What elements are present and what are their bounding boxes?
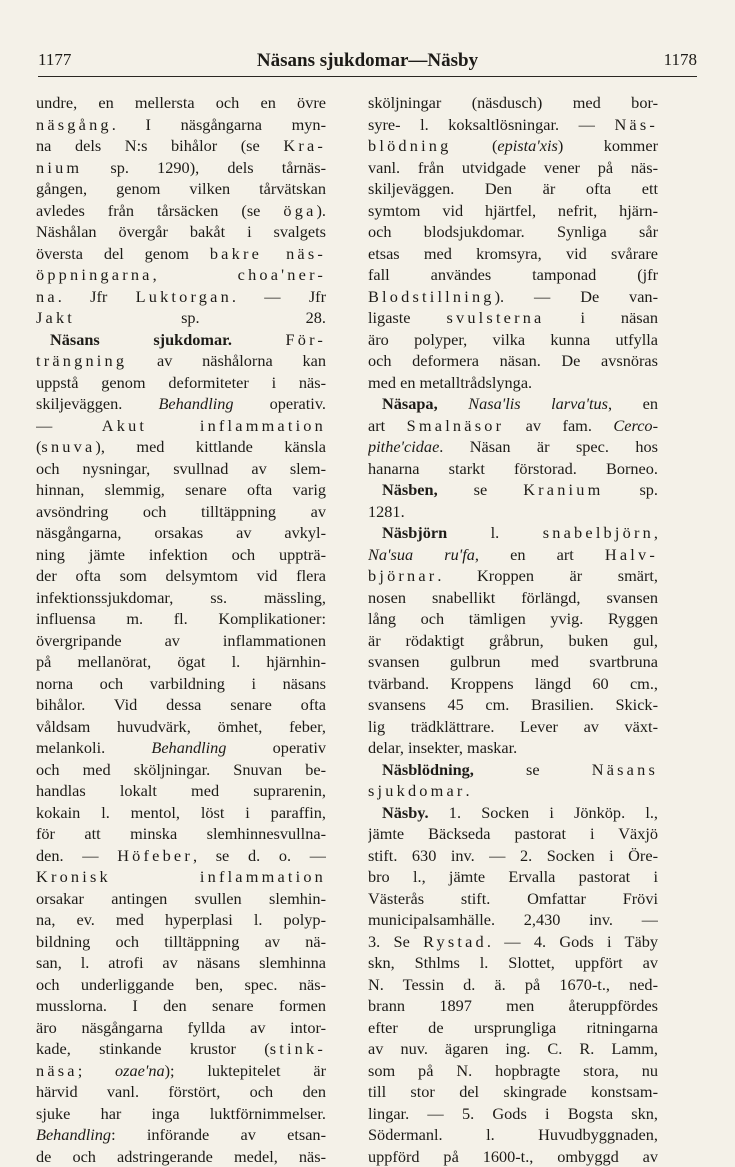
text-run: ning jämte infektion och uppträ- bbox=[36, 545, 326, 564]
text-line bbox=[36, 329, 326, 351]
text-line bbox=[36, 1038, 326, 1060]
text-run: den. — bbox=[36, 846, 117, 865]
text-run: hinnan, slemmig, senare ofta varig bbox=[36, 480, 326, 499]
text-line bbox=[368, 1038, 658, 1060]
text-line bbox=[368, 737, 658, 759]
italic-term: Nasa'lis larva'tus bbox=[468, 394, 608, 413]
text-line bbox=[368, 307, 658, 329]
text-line bbox=[36, 866, 326, 888]
text-run: se bbox=[438, 480, 524, 499]
text-line bbox=[36, 307, 326, 329]
text-line bbox=[36, 888, 326, 910]
text-line bbox=[368, 135, 658, 157]
spaced-reference: trängning bbox=[36, 351, 127, 370]
text-run: bildning och tilltäppning av nä- bbox=[36, 932, 326, 951]
text-line bbox=[368, 694, 658, 716]
text-run: är rödaktigt gråbrun, buken gul, bbox=[368, 631, 658, 650]
text-run: kade, stinkande krustor ( bbox=[36, 1039, 270, 1058]
spaced-reference: Luktorgan bbox=[136, 287, 232, 306]
text-run: nosen snabellikt förlängd, svansen bbox=[368, 588, 658, 607]
text-run: , bbox=[153, 265, 238, 284]
text-line bbox=[36, 479, 326, 501]
text-run: efter de ursprungliga ritningarna bbox=[368, 1018, 658, 1037]
text-line bbox=[368, 114, 658, 136]
text-run: Västerås stift. Omfattar Frövi bbox=[368, 889, 658, 908]
text-run: och nysningar, svullnad av slem- bbox=[36, 459, 326, 478]
italic-term: Behandling bbox=[36, 1125, 111, 1144]
text-line bbox=[36, 780, 326, 802]
text-run: översta del genom bbox=[36, 244, 210, 263]
text-run: bro l., jämte Ervalla pastorat i bbox=[368, 867, 658, 886]
text-run: till stor del skingrade konstsam- bbox=[368, 1082, 658, 1101]
spaced-reference: näsgång bbox=[36, 115, 112, 134]
text-run: orsakar antingen svullen slemhin- bbox=[36, 889, 326, 908]
text-line bbox=[368, 264, 658, 286]
text-run: avledes från tårsäcken (se bbox=[36, 201, 283, 220]
left-text-column bbox=[36, 92, 326, 1167]
text-line bbox=[368, 286, 658, 308]
text-line bbox=[36, 522, 326, 544]
spaced-reference: na bbox=[36, 287, 58, 306]
text-run: melankoli. bbox=[36, 738, 151, 757]
text-run: svansens 45 cm. Brasilien. Skick- bbox=[368, 695, 658, 714]
text-line bbox=[36, 1081, 326, 1103]
text-line bbox=[36, 372, 326, 394]
text-line bbox=[36, 92, 326, 114]
text-line bbox=[36, 264, 326, 286]
text-run: av fam. bbox=[504, 416, 613, 435]
text-line bbox=[368, 608, 658, 630]
text-line bbox=[36, 200, 326, 222]
spaced-reference: blödning bbox=[368, 136, 452, 155]
text-run: och deformera näsan. De avsnöras bbox=[368, 351, 658, 370]
entry-headword: Näsapa, bbox=[382, 394, 438, 413]
text-line bbox=[368, 780, 658, 802]
text-line bbox=[368, 995, 658, 1017]
italic-term: Behandling bbox=[158, 394, 233, 413]
text-run: sköljningar (näsdusch) med bor- bbox=[368, 93, 658, 112]
text-run: bihålor. Vid dessa senare ofta bbox=[36, 695, 326, 714]
text-line bbox=[368, 931, 658, 953]
text-run: syre- l. koksaltlösningar. — bbox=[368, 115, 614, 134]
text-run bbox=[438, 394, 469, 413]
text-line bbox=[368, 1103, 658, 1125]
text-run: na dels N:s bihålor (se bbox=[36, 136, 283, 155]
text-line bbox=[368, 350, 658, 372]
text-run: se bbox=[474, 760, 592, 779]
text-run: uppstå genom deformiteter i näs- bbox=[36, 373, 326, 392]
spaced-reference: bakre näs- bbox=[210, 244, 326, 263]
text-run: l. bbox=[447, 523, 543, 542]
spaced-reference: Jakt bbox=[36, 308, 75, 327]
text-line bbox=[36, 501, 326, 523]
text-run: handlas lokalt med suprarenin, bbox=[36, 781, 326, 800]
text-run: . Näsan är spec. hos bbox=[439, 437, 658, 456]
text-line bbox=[36, 1103, 326, 1125]
text-run: . Kroppen är smärt, bbox=[437, 566, 658, 585]
text-run: jämte Bäckseda pastorat i Växjö bbox=[368, 824, 658, 843]
italic-term: ozae'na bbox=[115, 1061, 165, 1080]
spaced-reference: björnar bbox=[368, 566, 437, 585]
text-run: gången, genom vilken tårvätskan bbox=[36, 179, 326, 198]
text-run: , en bbox=[608, 394, 658, 413]
text-run: delar, insekter, maskar. bbox=[368, 738, 517, 757]
text-line bbox=[368, 845, 658, 867]
text-run: våldsam huvudvärk, ömhet, feber, bbox=[36, 717, 326, 736]
text-run: municipalsamhälle. 2,430 inv. — bbox=[368, 910, 658, 929]
text-run: art bbox=[368, 416, 407, 435]
text-line bbox=[368, 329, 658, 351]
text-run: skn, Sthlms l. Slottet, uppfört av bbox=[368, 953, 658, 972]
spaced-reference: Kronisk inflammation bbox=[36, 867, 326, 886]
text-line bbox=[368, 436, 658, 458]
text-run: brann 1897 men återuppfördes bbox=[368, 996, 658, 1015]
text-line bbox=[368, 1017, 658, 1039]
text-run: med en metalltrådslynga. bbox=[368, 373, 532, 392]
spaced-reference: Blodstillning bbox=[368, 287, 495, 306]
text-run: ). — De van- bbox=[495, 287, 658, 306]
text-line bbox=[36, 350, 326, 372]
text-run: . I näsgångarna myn- bbox=[112, 115, 326, 134]
text-run: sp. 1290), dels tårnäs- bbox=[82, 158, 326, 177]
spaced-reference: stink- bbox=[270, 1039, 326, 1058]
italic-term: pithe'cidae bbox=[368, 437, 439, 456]
spaced-reference: Halv- bbox=[605, 545, 658, 564]
spaced-reference: öppningarna bbox=[36, 265, 153, 284]
text-line bbox=[36, 286, 326, 308]
text-run: 3. Se bbox=[368, 932, 423, 951]
text-run: vanl. från utvidgade vener på näs- bbox=[368, 158, 658, 177]
text-line bbox=[36, 178, 326, 200]
text-run: Södermanl. l. Huvudbyggnaden, bbox=[368, 1125, 658, 1144]
text-line bbox=[36, 673, 326, 695]
text-run: ); luktepitelet är bbox=[165, 1061, 326, 1080]
text-line bbox=[36, 823, 326, 845]
text-line bbox=[36, 952, 326, 974]
text-run: ( bbox=[36, 437, 41, 456]
spaced-reference: öga bbox=[283, 201, 316, 220]
running-title: Näsans sjukdomar—Näsby bbox=[38, 50, 697, 72]
text-run: sp. bbox=[603, 480, 658, 499]
text-run: lig trädklättrare. Lever av växt- bbox=[368, 717, 658, 736]
entry-headword: Näsblödning, bbox=[382, 760, 474, 779]
text-run: sjuke har inga luktförnimmelser. bbox=[36, 1104, 326, 1123]
text-line bbox=[368, 888, 658, 910]
text-run: skiljeväggen. Den är ofta ett bbox=[368, 179, 658, 198]
text-line bbox=[36, 694, 326, 716]
text-run: och med sköljningar. Snuvan be- bbox=[36, 760, 326, 779]
text-line bbox=[36, 243, 326, 265]
text-run: . bbox=[466, 781, 470, 800]
text-run: Näshålan övergår bakåt i svalgets bbox=[36, 222, 326, 241]
text-line bbox=[36, 931, 326, 953]
text-run: äro polyper, vilka kunna utfylla bbox=[368, 330, 658, 349]
spaced-reference: Akut inflammation bbox=[102, 416, 326, 435]
text-line bbox=[368, 1146, 658, 1167]
text-run: san, l. atrofi av näsans slemhinna bbox=[36, 953, 326, 972]
text-line bbox=[368, 673, 658, 695]
text-run: , bbox=[654, 523, 658, 542]
italic-term: Na'sua ru'fa bbox=[368, 545, 475, 564]
text-run: de och adstringerande medel, näs- bbox=[36, 1147, 326, 1166]
text-run: härvid vanl. förstört, och den bbox=[36, 1082, 326, 1101]
text-line bbox=[368, 372, 658, 394]
text-line bbox=[368, 716, 658, 738]
right-text-column bbox=[368, 92, 658, 1167]
spaced-reference: Höfeber bbox=[117, 846, 193, 865]
entry-headword: Näsby. bbox=[382, 803, 429, 822]
spaced-reference: snabelbjörn bbox=[543, 523, 654, 542]
text-line bbox=[368, 479, 658, 501]
text-line bbox=[368, 522, 658, 544]
text-line bbox=[36, 221, 326, 243]
spaced-reference: nium bbox=[36, 158, 82, 177]
text-run: på mellanörat, ögat l. hjärnhin- bbox=[36, 652, 326, 671]
text-line bbox=[368, 823, 658, 845]
text-line bbox=[36, 759, 326, 781]
text-line bbox=[36, 845, 326, 867]
spaced-reference: Näsans bbox=[592, 760, 658, 779]
text-run: för att minska slemhinnesvullna- bbox=[36, 824, 326, 843]
text-run: . Jfr bbox=[58, 287, 136, 306]
text-run: undre, en mellersta och en övre bbox=[36, 93, 326, 112]
text-line bbox=[368, 759, 658, 781]
text-run: : införande av etsan- bbox=[111, 1125, 326, 1144]
text-line bbox=[368, 651, 658, 673]
text-run: av näshålorna kan bbox=[127, 351, 326, 370]
text-run: tvärband. Kroppens längd 60 cm., bbox=[368, 674, 658, 693]
text-run: kokain l. mentol, löst i paraffin, bbox=[36, 803, 326, 822]
spaced-reference: Smalnäsor bbox=[407, 416, 505, 435]
text-line bbox=[368, 501, 658, 523]
right-page-number: 1178 bbox=[664, 50, 697, 70]
text-run bbox=[232, 330, 286, 349]
text-run: svansen gulbrun med svartbruna bbox=[368, 652, 658, 671]
text-run: operativ. bbox=[234, 394, 326, 413]
text-run: övergripande av inflammationen bbox=[36, 631, 326, 650]
text-line bbox=[368, 157, 658, 179]
text-run: ; bbox=[78, 1061, 115, 1080]
text-line bbox=[368, 630, 658, 652]
text-run: och underliggande ben, spec. näs- bbox=[36, 975, 326, 994]
text-line bbox=[368, 974, 658, 996]
text-line bbox=[368, 909, 658, 931]
text-run: avsöndring och tilltäppning av bbox=[36, 502, 326, 521]
text-line bbox=[368, 393, 658, 415]
text-line bbox=[36, 157, 326, 179]
text-line bbox=[36, 135, 326, 157]
text-run: och blodsjukdomar. Synliga sår bbox=[368, 222, 658, 241]
entry-headword: Näsben, bbox=[382, 480, 438, 499]
text-run: ), med kittlande känsla bbox=[95, 437, 326, 456]
text-line bbox=[36, 608, 326, 630]
text-line bbox=[368, 221, 658, 243]
text-line bbox=[368, 544, 658, 566]
text-line bbox=[36, 114, 326, 136]
text-line bbox=[36, 802, 326, 824]
text-line bbox=[368, 178, 658, 200]
text-line bbox=[36, 974, 326, 996]
text-run: av nuv. ägaren ing. C. R. Lamm, bbox=[368, 1039, 658, 1058]
text-run: , en art bbox=[475, 545, 605, 564]
spaced-reference: För- bbox=[285, 330, 326, 349]
text-run: influensa m. fl. Komplikationer: bbox=[36, 609, 326, 628]
text-run: norna och varbildning i näsans bbox=[36, 674, 326, 693]
italic-term: epista'xis bbox=[497, 136, 557, 155]
text-line bbox=[368, 866, 658, 888]
spaced-reference: snuva bbox=[41, 437, 95, 456]
text-run: infektionssjukdomar, ss. mässling, bbox=[36, 588, 326, 607]
text-line bbox=[36, 995, 326, 1017]
left-page-number: 1177 bbox=[38, 50, 71, 70]
text-line bbox=[368, 458, 658, 480]
text-line bbox=[36, 1017, 326, 1039]
text-run: äro näsgångarna fyllda av intor- bbox=[36, 1018, 326, 1037]
page-header bbox=[38, 46, 697, 77]
text-run: N. Tessin d. ä. på 1670-t., ned- bbox=[368, 975, 658, 994]
spaced-reference: Kra- bbox=[283, 136, 326, 155]
text-run: na, ev. med hyperplasi l. polyp- bbox=[36, 910, 326, 929]
text-line bbox=[36, 737, 326, 759]
text-run: . — Jfr bbox=[232, 287, 326, 306]
text-run: symtom vid hjärtfel, nefrit, hjärn- bbox=[368, 201, 658, 220]
text-line bbox=[36, 544, 326, 566]
text-line bbox=[368, 1124, 658, 1146]
text-line bbox=[36, 393, 326, 415]
text-run: ligaste bbox=[368, 308, 446, 327]
text-line bbox=[368, 243, 658, 265]
spaced-reference: Näs- bbox=[614, 115, 658, 134]
text-line bbox=[368, 565, 658, 587]
text-run: skiljeväggen. bbox=[36, 394, 158, 413]
text-run: sp. 28. bbox=[75, 308, 326, 327]
text-line bbox=[36, 587, 326, 609]
text-run: — bbox=[36, 416, 102, 435]
entry-headword: Näsans sjukdomar. bbox=[50, 330, 232, 349]
entry-headword: Näsbjörn bbox=[382, 523, 447, 542]
text-line bbox=[36, 1146, 326, 1167]
text-line bbox=[36, 651, 326, 673]
text-run: i näsan bbox=[544, 308, 658, 327]
text-run: ). bbox=[317, 201, 327, 220]
text-run: 1281. bbox=[368, 502, 405, 521]
text-line bbox=[36, 909, 326, 931]
text-line bbox=[368, 92, 658, 114]
spaced-reference: sjukdomar bbox=[368, 781, 466, 800]
spaced-reference: choa'ner- bbox=[238, 265, 326, 284]
spaced-reference: näsa bbox=[36, 1061, 78, 1080]
text-line bbox=[36, 1060, 326, 1082]
text-run: ) kommer bbox=[558, 136, 658, 155]
text-line bbox=[368, 587, 658, 609]
text-run: operativ bbox=[226, 738, 326, 757]
text-line bbox=[368, 952, 658, 974]
text-run: etsas med kromsyra, vid svårare bbox=[368, 244, 658, 263]
text-run: som på N. hopbragte stora, nu bbox=[368, 1061, 658, 1080]
text-line bbox=[36, 415, 326, 437]
spaced-reference: svulsterna bbox=[446, 308, 544, 327]
text-run: fall användes tamponad (jfr bbox=[368, 265, 658, 284]
italic-term: Behandling bbox=[151, 738, 226, 757]
text-run: uppförd på 1600-t., ombyggd av bbox=[368, 1147, 658, 1166]
spaced-reference: Kranium bbox=[523, 480, 603, 499]
text-line bbox=[36, 716, 326, 738]
text-run: . — 4. Gods i Täby bbox=[487, 932, 658, 951]
text-line bbox=[36, 436, 326, 458]
text-line bbox=[368, 415, 658, 437]
text-run: 1. Socken i Jönköp. l., bbox=[429, 803, 658, 822]
text-line bbox=[368, 1081, 658, 1103]
text-line bbox=[368, 200, 658, 222]
text-run: musslorna. I den senare formen bbox=[36, 996, 326, 1015]
text-run: stift. 630 inv. — 2. Socken i Öre- bbox=[368, 846, 658, 865]
text-line bbox=[368, 802, 658, 824]
text-line bbox=[36, 565, 326, 587]
text-run: lingar. — 5. Gods i Bogsta skn, bbox=[368, 1104, 658, 1123]
text-line bbox=[36, 458, 326, 480]
text-run: der ofta som delsymtom vid flera bbox=[36, 566, 326, 585]
italic-term: Cerco- bbox=[613, 416, 658, 435]
text-run: hanarna starkt förstorad. Borneo. bbox=[368, 459, 658, 478]
text-run: näsgångarna, orsakas av avkyl- bbox=[36, 523, 326, 542]
text-run: ( bbox=[452, 136, 498, 155]
spaced-reference: Rystad bbox=[423, 932, 487, 951]
text-line bbox=[36, 1124, 326, 1146]
text-line bbox=[368, 1060, 658, 1082]
text-run: lång och tämligen yvig. Ryggen bbox=[368, 609, 658, 628]
text-line bbox=[36, 630, 326, 652]
text-run: , se d. o. — bbox=[193, 846, 326, 865]
